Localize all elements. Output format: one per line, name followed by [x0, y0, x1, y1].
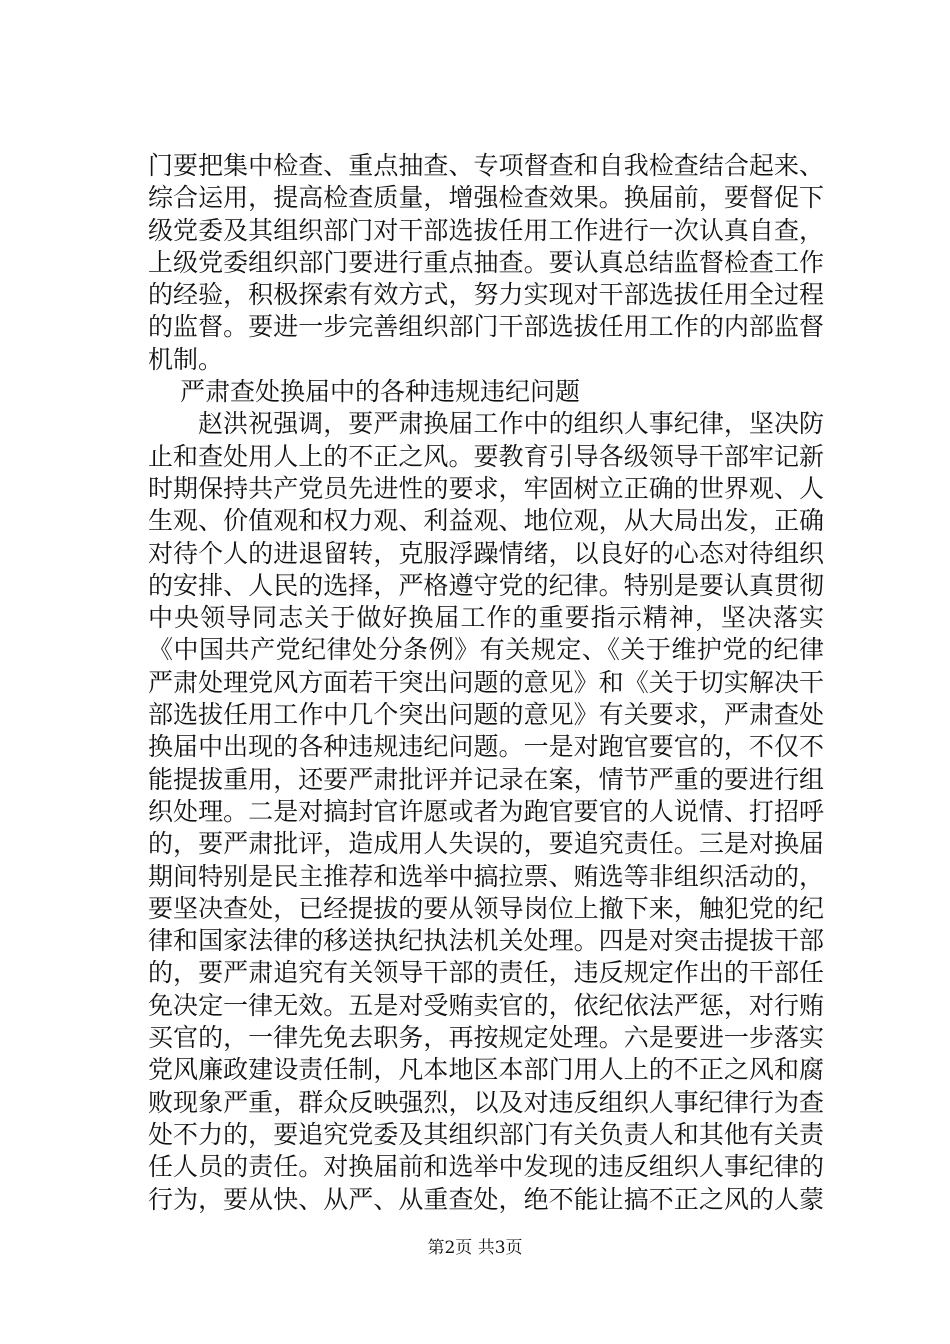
text-line: 赵洪祝强调，要严肃换届工作中的组织人事纪律，坚决防	[198, 409, 824, 439]
text-line: 能提拔重用，还要严肃批评并记录在案，情节严重的要进行组	[148, 764, 824, 794]
text-line: 免决定一律无效。五是对受贿卖官的，依纪依法严惩，对行贿	[148, 990, 824, 1020]
text-line: 处不力的，要追究党委及其组织部门有关负责人和其他有关责	[148, 1119, 824, 1149]
text-line: 上级党委组织部门要进行重点抽查。要认真总结监督检查工作	[148, 247, 824, 277]
text-line: 行为，要从快、从严、从重查处，绝不能让搞不正之风的人蒙	[148, 1184, 824, 1214]
body-text	[148, 150, 824, 1216]
text-line: 律和国家法律的移送执纪执法机关处理。四是对突击提拔干部	[148, 926, 824, 956]
text-line: 任人员的责任。对换届前和选举中发现的违反组织人事纪律的	[148, 1152, 824, 1182]
text-line: 止和查处用人上的不正之风。要教育引导各级领导干部牢记新	[148, 441, 824, 471]
section-heading: 严肃查处换届中的各种违规违纪问题	[180, 377, 581, 407]
text-line: 综合运用，提高检查质量，增强检查效果。换届前，要督促下	[148, 183, 824, 213]
text-line: 级党委及其组织部门对干部选拔任用工作进行一次认真自查，	[148, 215, 824, 245]
text-line: 中央领导同志关于做好换届工作的重要指示精神，坚决落实	[148, 603, 824, 633]
text-line: 部选拔任用工作中几个突出问题的意见》有关要求，严肃查处	[148, 700, 824, 730]
text-line: 《中国共产党纪律处分条例》有关规定、《关于维护党的纪律	[148, 635, 824, 665]
text-line: 机制。	[148, 344, 224, 374]
text-line: 的，要严肃追究有关领导干部的责任，违反规定作出的干部任	[148, 958, 824, 988]
text-line: 严肃处理党风方面若干突出问题的意见》和《关于切实解决干	[148, 667, 824, 697]
text-line: 买官的，一律先免去职务，再按规定处理。六是要进一步落实	[148, 1023, 824, 1053]
text-line: 败现象严重，群众反映强烈，以及对违反组织人事纪律行为查	[148, 1087, 824, 1117]
text-line: 时期保持共产党员先进性的要求，牢固树立正确的世界观、人	[148, 473, 824, 503]
text-line: 的，要严肃批评，造成用人失误的，要追究责任。三是对换届	[148, 829, 824, 859]
page-number: 第2页 共3页	[427, 1238, 523, 1258]
text-line: 的监督。要进一步完善组织部门干部选拔任用工作的内部监督	[148, 312, 824, 342]
text-line: 的经验，积极探索有效方式，努力实现对干部选拔任用全过程	[148, 280, 824, 310]
text-line: 对待个人的进退留转，克服浮躁情绪，以良好的心态对待组织	[148, 538, 824, 568]
text-line: 织处理。二是对搞封官许愿或者为跑官要官的人说情、打招呼	[148, 796, 824, 826]
text-line: 门要把集中检查、重点抽查、专项督查和自我检查结合起来、	[148, 151, 824, 180]
text-line: 的安排、人民的选择，严格遵守党的纪律。特别是要认真贯彻	[148, 570, 824, 600]
page-footer	[0, 1236, 950, 1260]
text-line: 期间特别是民主推荐和选举中搞拉票、贿选等非组织活动的，	[148, 861, 824, 891]
text-line: 换届中出现的各种违规违纪问题。一是对跑官要官的，不仅不	[148, 732, 824, 762]
text-line: 生观、价值观和权力观、利益观、地位观，从大局出发，正确	[148, 506, 824, 536]
text-line: 党风廉政建设责任制，凡本地区本部门用人上的不正之风和腐	[148, 1055, 824, 1085]
text-line: 要坚决查处，已经提拔的要从领导岗位上撤下来，触犯党的纪	[148, 893, 824, 923]
